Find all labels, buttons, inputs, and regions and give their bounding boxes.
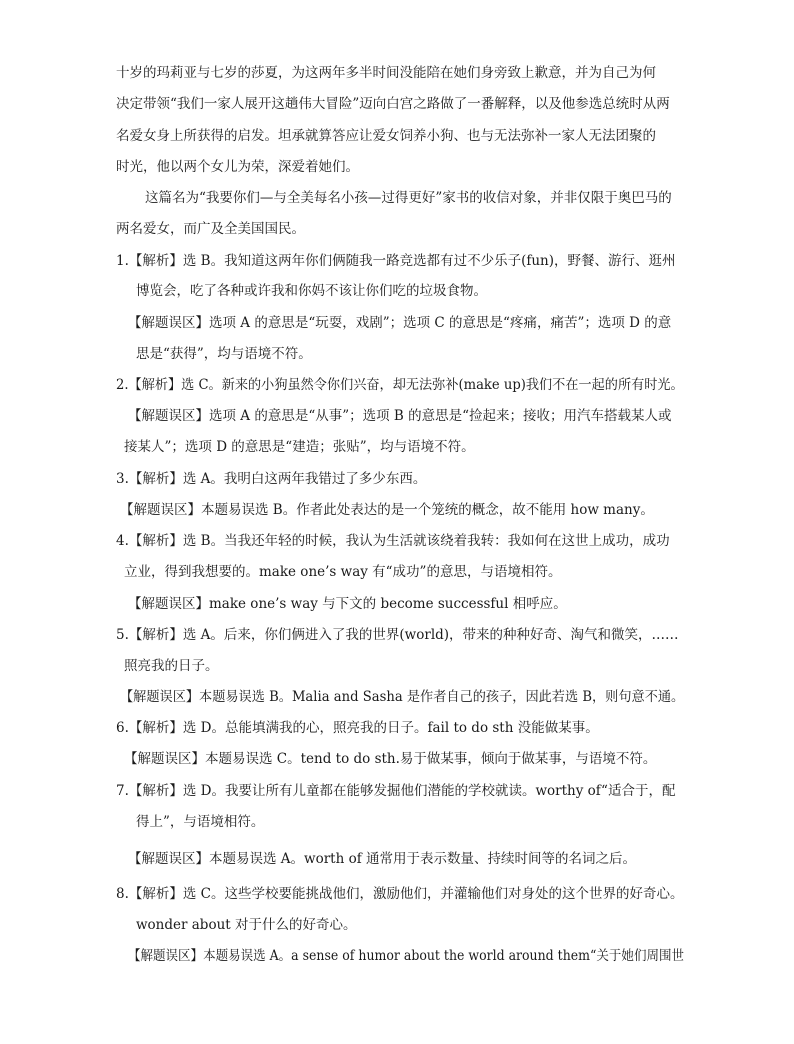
answer-analysis-5: 5.【解析】选 A。后来，你们俩进入了我的世界(world)，带来的种种好奇、淘气和微笑，…… <box>116 627 679 643</box>
intro-line: 十岁的玛莉亚与七岁的莎夏，为这两年多半时间没能陪在她们身旁致上歉意，并为自己为何 <box>116 65 656 81</box>
error-analysis-1-cont: 思是“获得”，均与语境不符。 <box>136 346 312 362</box>
answer-analysis-7-cont: 得上”，与语境相符。 <box>136 814 265 830</box>
error-analysis-8: 【解题误区】本题易误选 A。a sense of humor about the world around them“关于她们周围世 <box>128 948 684 964</box>
answer-analysis-1-cont: 博览会，吃了各种或许我和你妈不该让你们吃的垃圾食物。 <box>136 283 487 299</box>
answer-analysis-1: 1.【解析】选 B。我知道这两年你们俩随我一路竞选都有过不少乐子(fun)，野餐、游行、逛州 <box>116 253 676 269</box>
error-analysis-2: 【解题误区】选项 A 的意思是“从事”；选项 B 的意思是“捡起来；接收；用汽车搭载某人或 <box>128 408 672 424</box>
intro-line: 这篇名为“我要你们—与全美每名小孩—过得更好”家书的收信对象，并非仅限于奥巴马的 <box>145 190 672 206</box>
answer-analysis-8-cont: wonder about 对于什么的好奇心。 <box>136 917 357 933</box>
error-analysis-6: 【解题误区】本题易误选 C。tend to do sth.易于做某事，倾向于做某事，与语境不符。 <box>124 751 657 767</box>
answer-analysis-3: 3.【解析】选 A。我明白这两年我错过了多少东西。 <box>116 471 427 487</box>
intro-line: 两名爱女，而广及全美国国民。 <box>116 221 305 237</box>
answer-analysis-7: 7.【解析】选 D。我要让所有儿童都在能够发掘他们潜能的学校就读。worthy of“适合于，配 <box>116 783 676 799</box>
error-analysis-2-cont: 接某人”；选项 D 的意思是“建造；张贴”，均与语境不符。 <box>124 439 475 455</box>
error-analysis-5: 【解题误区】本题易误选 B。Malia and Sasha 是作者自己的孩子，因此若选 B，则句意不通。 <box>120 689 685 705</box>
answer-analysis-4-cont: 立业，得到我想要的。make one’s way 有“成功”的意思，与语境相符。 <box>124 564 562 580</box>
error-analysis-4: 【解题误区】make one’s way 与下文的 become successful 相呼应。 <box>128 596 567 612</box>
intro-line: 决定带领“我们一家人展开这趟伟大冒险”迈向白宫之路做了一番解释，以及他参选总统时从两 <box>116 96 670 112</box>
answer-analysis-2: 2.【解析】选 C。新来的小狗虽然令你们兴奋，却无法弥补(make up)我们不在一起的所有时光。 <box>116 377 684 393</box>
intro-line: 名爱女身上所获得的启发。坦承就算答应让爱女饲养小狗、也与无法弥补一家人无法团聚的 <box>116 128 656 144</box>
answer-analysis-5-cont: 照亮我的日子。 <box>124 658 219 674</box>
answer-analysis-8: 8.【解析】选 C。这些学校要能挑战他们，激励他们，并灌输他们对身处的这个世界的好奇心。 <box>116 886 684 902</box>
intro-line: 时光，他以两个女儿为荣，深爱着她们。 <box>116 159 359 175</box>
error-analysis-7: 【解题误区】本题易误选 A。worth of 通常用于表示数量、持续时间等的名词之后。 <box>128 851 637 867</box>
answer-analysis-4: 4.【解析】选 B。当我还年轻的时候，我认为生活就该绕着我转：我如何在这世上成功，成功 <box>116 533 670 549</box>
error-analysis-3: 【解题误区】本题易误选 B。作者此处表达的是一个笼统的概念，故不能用 how many。 <box>120 502 654 518</box>
answer-analysis-6: 6.【解析】选 D。总能填满我的心，照亮我的日子。fail to do sth 没能做某事。 <box>116 720 599 736</box>
error-analysis-1: 【解题误区】选项 A 的意思是“玩耍，戏剧”；选项 C 的意思是“疼痛，痛苦”；选项 D 的意 <box>128 315 672 331</box>
